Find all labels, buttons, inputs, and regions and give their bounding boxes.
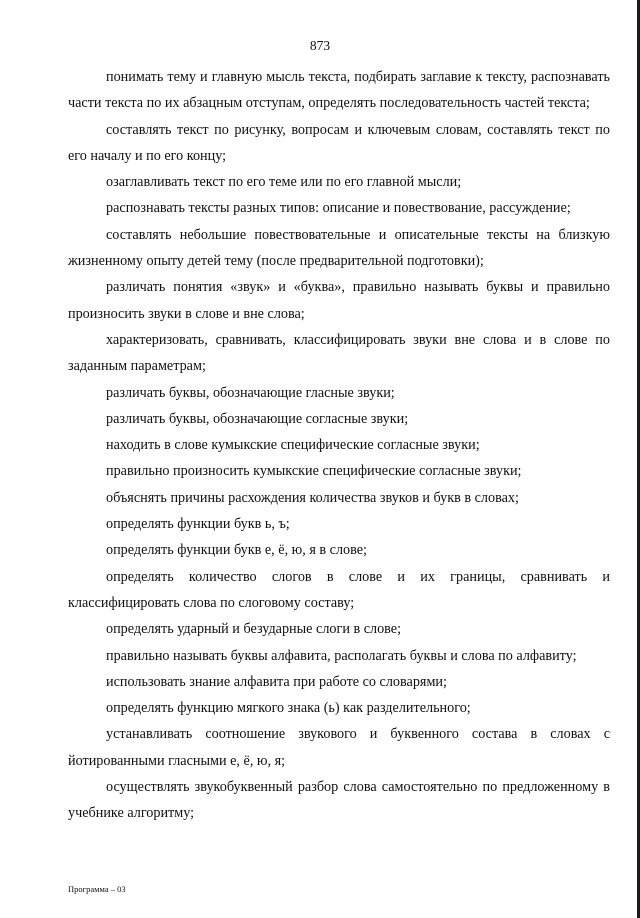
body-text [68, 64, 610, 827]
paragraph: различать буквы, обозначающие согласные звуки; [106, 410, 409, 427]
paragraph: различать буквы, обозначающие гласные звуки; [106, 384, 395, 401]
paragraph: определять функцию мягкого знака (ь) как разделительного; [106, 700, 471, 717]
paragraph: осуществлять звукобуквенный разбор слова самостоятельно по предложенному в учебнике алгоритму; [68, 779, 610, 822]
paragraph: характеризовать, сравнивать, классифицировать звуки вне слова и в слове по заданным параметрам; [68, 331, 610, 375]
paragraph: устанавливать соотношение звукового и буквенного состава в словах с йотированными гласными е, ё, ю, я; [68, 726, 610, 769]
paragraph: объяснять причины расхождения количества звуков и букв в словах; [106, 489, 519, 506]
paragraph: определять функции букв ь, ъ; [106, 516, 290, 533]
paragraph: определять количество слогов в слове и их границы, сравнивать и классифицировать слова по слоговому составу; [68, 568, 610, 611]
paragraph: правильно называть буквы алфавита, располагать буквы и слова по алфавиту; [106, 647, 577, 664]
paragraph: различать понятия «звук» и «буква», правильно называть буквы и правильно произносить звуки в слове и вне слова; [68, 279, 610, 322]
paragraph: определять функции букв е, ё, ю, я в слове; [106, 542, 367, 559]
page-number: 873 [309, 38, 331, 53]
paragraph: определять ударный и безударные слоги в слове; [106, 621, 402, 638]
paragraph: использовать знание алфавита при работе со словарями; [106, 673, 447, 690]
page-footer: Программа – 03 [68, 884, 126, 894]
paragraph: составлять небольшие повествовательные и описательные тексты на близкую жизненному опыту детей тему (после предварительной подготовки); [68, 226, 610, 270]
paragraph: правильно произносить кумыкские специфические согласные звуки; [106, 463, 522, 480]
paragraph: понимать тему и главную мысль текста, подбирать заглавие к тексту, распознавать части текста по их абзацным отступам, определять последовательность частей текста; [68, 69, 610, 112]
paragraph: распознавать тексты разных типов: описание и повествование, рассуждение; [106, 200, 571, 217]
paragraph: находить в слове кумыкские специфические согласные звуки; [106, 437, 480, 454]
paragraph: озаглавливать текст по его теме или по его главной мысли; [106, 174, 462, 191]
paragraph: составлять текст по рисунку, вопросам и ключевым словам, составлять текст по его началу и по его концу; [68, 121, 610, 164]
